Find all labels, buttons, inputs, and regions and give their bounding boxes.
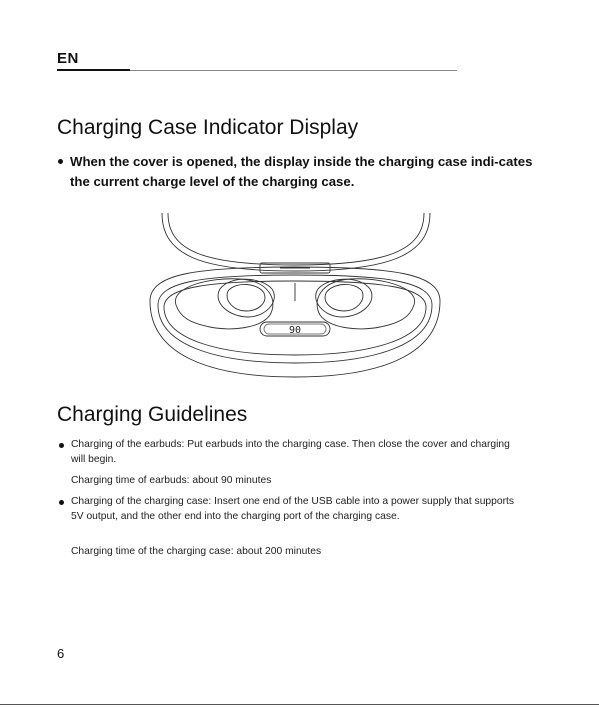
page-bottom-rule <box>0 704 599 705</box>
section-title-indicator-display: Charging Case Indicator Display <box>57 116 359 139</box>
page-number: 6 <box>57 646 65 661</box>
case-charging-time: Charging time of the charging case: about 200 minutes <box>71 546 322 557</box>
header-rule <box>130 70 457 71</box>
battery-level-display: 90 <box>288 325 302 336</box>
charging-case-illustration <box>140 205 450 385</box>
earbuds-charging-text: Charging of the earbuds: Put earbuds into the charging case. Then close the cover and charging will begin. <box>71 439 510 465</box>
earbuds-charging-time: Charging time of earbuds: about 90 minutes <box>71 475 272 486</box>
language-label: EN <box>57 50 79 67</box>
bullet-dot <box>59 500 64 505</box>
header-rule-accent <box>57 69 130 71</box>
bullet-dot <box>58 159 63 164</box>
indicator-display-text: When the cover is opened, the display inside the charging case indi-cates the current charge level of the charging case. <box>70 154 533 189</box>
bullet-dot <box>59 443 64 448</box>
case-charging-text: Charging of the charging case: Insert one end of the USB cable into a power supply that supports 5V output, and the other end into the charging port of the charging case. <box>71 496 515 522</box>
section-title-charging-guidelines: Charging Guidelines <box>57 403 248 426</box>
